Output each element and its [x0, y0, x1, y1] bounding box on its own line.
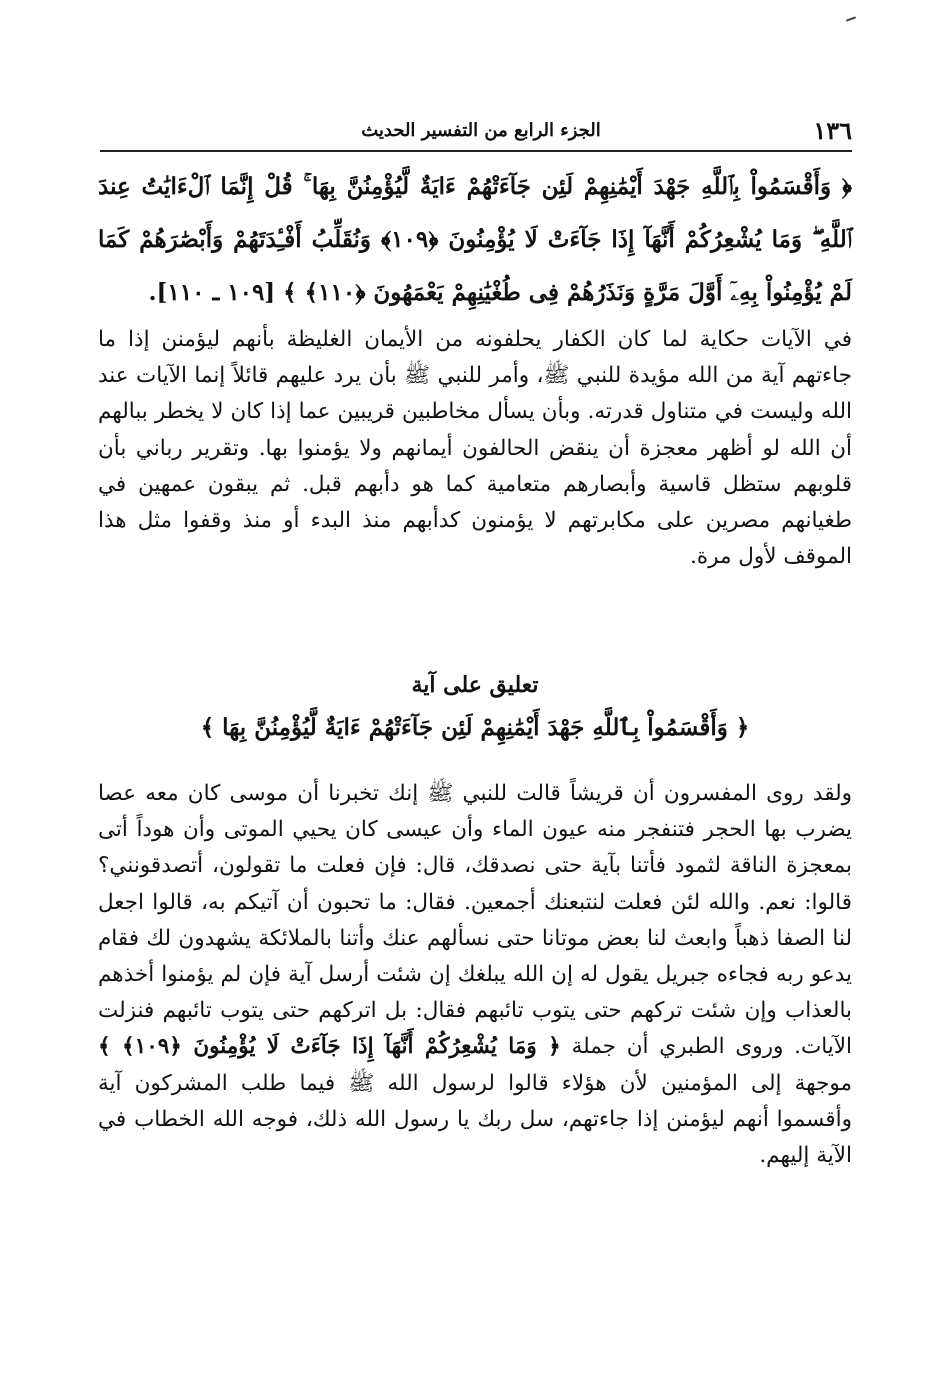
paragraph-text: ولقد روى المفسرون أن قريشاً قالت للنبي ﷺ إنك تخبرنا أن موسى كان معه عصا يضرب بها الحجر فتنفجر منه عيون الماء وأن عيسى كان يحيي الموتى وأن هوداً أتى بمعجزة الناقة لثمود فأتنا بآية حتى نصدقك، قال: فإن فعلت ما تقولون، أتصدقونني؟ قالوا: نعم. والله لئن فعلت لنتبعنك أجمعين. فقال: ما تحبون أن آتيكم به، قالوا اجعل لنا الصفا ذهباً وابعث لنا بعض موتانا حتى نسألهم عنك وأتنا بالملائكة يشهدون لك فقام يدعو ربه فجاءه جبريل يقول له إن الله يبلغك إن شئت أرسل آية فإن لم يؤمنوا أخذهم بالعذاب وإن شئت تركهم حتى يتوب تائبهم فقال: بل اتركهم حتى يتوب تائبهم فنزلت الآيات. وروى الطبري أن جملة: [98, 781, 852, 1060]
section-heading: تعليق على آية: [411, 672, 539, 698]
commentary-paragraph: في الآيات حكاية لما كان الكفار يحلفونه من الأيمان الغليظة بأنهم ليؤمنن إذا ما جاءتهم آية من الله مؤيدة للنبي ﷺ، وأمر للنبي ﷺ بأن يرد عليهم قائلاً إنما الآيات عند الله وليست في متناول قدرته. وبأن يسأل مخاطبين قريبين عما إذا كان لا يخطر ببالهم أن الله لو أظهر معجزة أن ينقض الحالفون أيمانهم ولا يؤمنوا بها. وتقرير رباني بأن قلوبهم ستظل قاسية وأبصارهم متعامية كما هو دأبهم قبل. ثم يبقون عمهين في طغيانهم مصرين على مكابرتهم لا يؤمنون كدأبهم منذ البدء أو منذ وقفوا مثل هذا الموقف لأول مرة.: [98, 327, 852, 570]
paragraph-text-continued: موجهة إلى المؤمنين لأن هؤلاء قالوا لرسول الله ﷺ فيما طلب المشركون آية وأقسموا أنهم ليؤمنن إذا جاءتهم، سل ربك يا رسول الله ذلك، فوجه الله الخطاب في الآية إليهم.: [98, 1070, 852, 1169]
inline-quran-verse: ﴿ وَمَا يُشْعِرُكُمْ أَنَّهَآ إِذَا جَآءَتْ لَا يُؤْمِنُونَ ﴿١٠٩﴾ ﴾: [98, 1034, 561, 1060]
quran-verse-block: ﴿ وَأَقْسَمُواْ بِٱللَّهِ جَهْدَ أَيْمَٰنِهِمْ لَئِن جَآءَتْهُمْ ءَايَةٌ لَّيُؤْمِنُنَّ بِهَا ۚ قُلْ إِنَّمَا ٱلْءَايَٰتُ عِندَ ٱللَّهِ ۖ وَمَا يُشْعِرُكُمْ أَنَّهَآ إِذَا جَآءَتْ لَا يُؤْمِنُونَ ﴿١٠٩﴾ وَنُقَلِّبُ أَفْـِٔدَتَهُمْ وَأَبْصَٰرَهُمْ كَمَا لَمْ يُؤْمِنُواْ بِهِۦٓ أَوَّلَ مَرَّةٍ وَنَذَرُهُمْ فِى طُغْيَٰنِهِمْ يَعْمَهُونَ ﴿١١٠﴾ ﴾ [١٠٩ ـ ١١٠].: [98, 173, 852, 306]
page-number: ١٣٦: [813, 116, 852, 145]
running-title: الجزء الرابع من التفسير الحديث: [361, 120, 601, 141]
commentary-paragraph-2: [98, 776, 852, 1174]
page-header: [100, 112, 852, 152]
section-verse: ﴿ وَأَقْسَمُواْ بِٱللَّهِ جَهْدَ أَيْمَٰنِهِمْ لَئِن جَآءَتْهُمْ ءَايَةٌ لَّيُؤْمِنُنَّ بِهَا ﴾: [200, 714, 750, 741]
scan-mark: [846, 16, 856, 21]
